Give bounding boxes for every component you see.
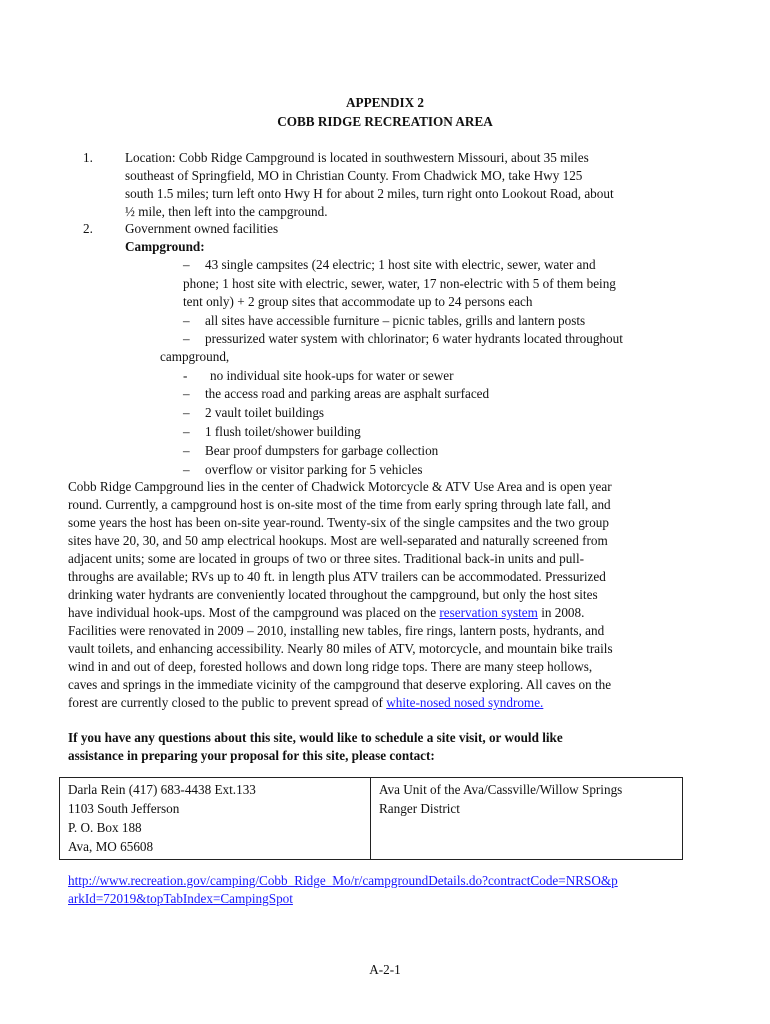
bullet-dash: – [183,386,190,401]
bullet-dash: – [183,462,190,477]
description-line: Facilities were renovated in 2009 – 2010, installing new tables, fire rings, lantern posts, hydrants, and [68,623,605,638]
description-line: have individual hook-ups. Most of the campground was placed on the reservation system in 2008. [68,605,585,620]
bullet-dash: – [183,257,190,272]
location-line-1: Location: Cobb Ridge Campground is located in southwestern Missouri, about 35 miles [125,150,589,165]
location-line-4: ½ mile, then left into the campground. [125,204,328,219]
description-line: throughs are available; RVs up to 40 ft. in length plus ATV trailers can be accommodated. Pressurized [68,569,606,584]
contact-city: Ava, MO 65608 [68,839,154,854]
bullet-dash: – [183,405,190,420]
contact-po-box: P. O. Box 188 [68,820,142,835]
appendix-label: APPENDIX 2 [345,95,425,110]
contact-row [60,778,683,860]
questions-line-2: assistance in preparing your proposal for this site, please contact: [68,748,435,763]
bullet-item: – Bear proof dumpsters for garbage collection [183,442,438,461]
bullet-dash: - [183,368,188,383]
questions-line-1: If you have any questions about this site, would like to schedule a site visit, or would like [68,730,563,745]
description-line: wind in and out of deep, forested hollows and down long ridge tops. There are many steep hollows, [68,659,593,674]
contact-person-cell [60,778,371,860]
bullet-dash: – [183,313,190,328]
recreation-gov-link-continued[interactable]: arkId=72019&topTabIndex=CampingSpot [68,891,293,906]
contact-district: Ranger District [379,801,460,816]
bullet-dash: – [183,443,190,458]
page-number: A-2-1 [369,962,401,977]
location-line-2: southeast of Springfield, MO in Christian County. From Chadwick MO, take Hwy 125 [125,168,583,183]
description-line: caves and springs in the immediate vicinity of the campground that deserve exploring. All caves on the [68,677,612,692]
description-line: sites have 20, 30, and 50 amp electrical hookups. Most are well-separated and naturally screened from [68,533,608,548]
facilities-line: Government owned facilities [125,221,279,236]
description-line: some years the host has been on-site year-round. Twenty-six of the single campsites and the two group [68,515,609,530]
contact-name-phone: Darla Rein (417) 683-4438 Ext.133 [68,782,256,797]
contact-unit-cell [371,778,683,860]
description-line: Cobb Ridge Campground lies in the center of Chadwick Motorcycle & ATV Use Area and is open year [68,479,612,494]
bullet-item: – 1 flush toilet/shower building [183,423,361,442]
bullet-dash: – [183,331,190,346]
description-line: vault toilets, and enhancing accessibility. Nearly 80 miles of ATV, motorcycle, and mountain bike trails [68,641,613,656]
bullet-item: – pressurized water system with chlorinator; 6 water hydrants located throughout [183,330,623,349]
bullet-continuation: phone; 1 host site with electric, sewer, water, 17 non-electric with 5 of them being [183,276,616,291]
description-line: round. Currently, a campground host is on-site most of the time from early spring through late fall, and [68,497,611,512]
bullet-item: – 43 single campsites (24 electric; 1 host site with electric, sewer, water and [183,256,596,275]
bullet-continuation: campground, [160,349,230,364]
description-line: forest are currently closed to the public to prevent spread of white-nosed nosed syndrome. [68,695,544,710]
contact-table [59,777,683,860]
bullet-continuation: tent only) + 2 group sites that accommodate up to 24 persons each [183,294,533,309]
contact-street: 1103 South Jefferson [68,801,180,816]
bullet-item: - no individual site hook-ups for water or sewer [183,367,454,386]
recreation-gov-link[interactable]: http://www.recreation.gov/camping/Cobb_Ridge_Mo/r/campgroundDetails.do?contractCode=NRSO&p [68,873,618,888]
location-line-3: south 1.5 miles; turn left onto Hwy H for about 2 miles, turn right onto Lookout Road, about [125,186,614,201]
bullet-item: – 2 vault toilet buildings [183,404,324,423]
item-number-1: 1. [83,150,93,165]
white-nose-syndrome-link[interactable]: white-nosed nosed syndrome. [386,695,544,710]
bullet-item: – the access road and parking areas are asphalt surfaced [183,385,489,404]
reservation-system-link[interactable]: reservation system [439,605,538,620]
campground-heading: Campground: [125,239,205,254]
bullet-item: – overflow or visitor parking for 5 vehicles [183,461,423,480]
page-title: COBB RIDGE RECREATION AREA [277,114,493,129]
description-line: drinking water hydrants are conveniently located throughout the campground, but only the host sites [68,587,598,602]
contact-unit: Ava Unit of the Ava/Cassville/Willow Springs [379,782,623,797]
bullet-item: – all sites have accessible furniture – picnic tables, grills and lantern posts [183,312,585,331]
item-number-2: 2. [83,221,93,236]
bullet-dash: – [183,424,190,439]
description-line: adjacent units; some are located in groups of two or three sites. Traditional back-in units and pull- [68,551,585,566]
